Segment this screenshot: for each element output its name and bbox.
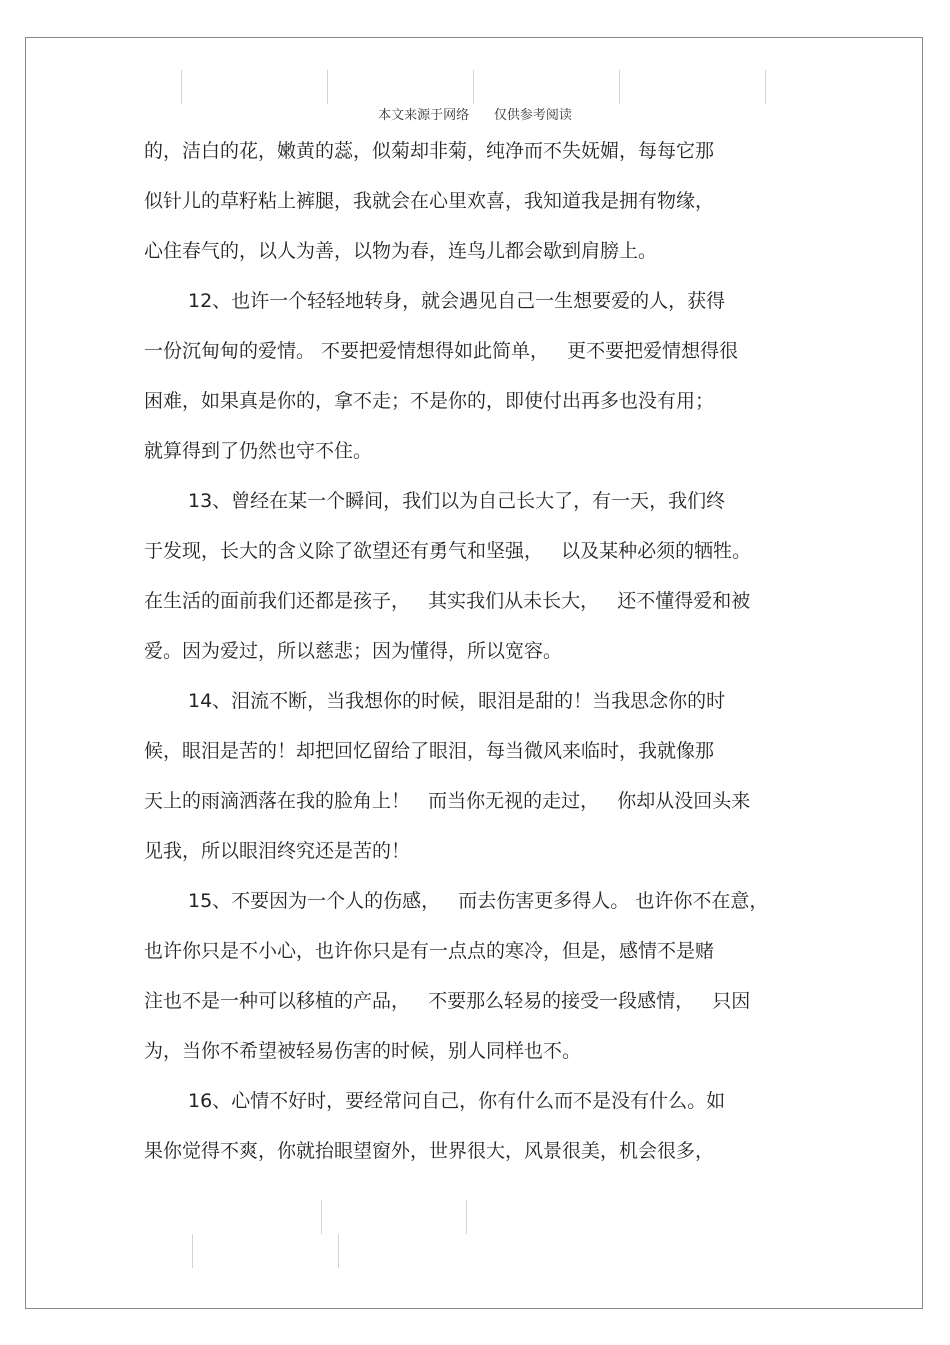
bottom-divider-4: [338, 1234, 339, 1268]
text-line: 于发现，长大的含义除了欲望还有勇气和坚强， 以及某种必须的牺牲。: [144, 540, 752, 562]
text-line: 在生活的面前我们还都是孩子， 其实我们从未长大， 还不懂得爱和被: [144, 590, 751, 612]
text-line: 为，当你不希望被轻易伤害的时候，别人同样也不。: [144, 1040, 582, 1062]
text-line: 13、曾经在某一个瞬间，我们以为自己长大了，有一天，我们终: [188, 490, 726, 512]
text-line: 15、不要因为一个人的伤感， 而去伤害更多得人。 也许你不在意，: [188, 890, 769, 912]
text-line: 似针儿的草籽粘上裤腿，我就会在心里欢喜，我知道我是拥有物缘，: [144, 190, 715, 212]
text-line: 天上的雨滴洒落在我的脸角上！ 而当你无视的走过， 你却从没回头来: [144, 790, 751, 812]
bottom-divider-1: [321, 1200, 322, 1234]
text-line: 16、心情不好时，要经常问自己，你有什么而不是没有什么。如: [188, 1090, 726, 1112]
text-line: 心住春气的，以人为善，以物为春，连鸟儿都会歇到肩膀上。: [144, 240, 658, 262]
text-line: 也许你只是不小心，也许你只是有一点点的寒冷，但是，感情不是赌: [144, 940, 715, 962]
document-body: [144, 126, 824, 1176]
top-divider-4: [619, 70, 620, 104]
text-line: 一份沉甸甸的爱情。 不要把爱情想得如此简单， 更不要把爱情想得很: [144, 340, 739, 362]
text-line: 的，洁白的花，嫩黄的蕊，似菊却非菊，纯净而不失妩媚，每每它那: [144, 140, 715, 162]
bottom-divider-3: [192, 1234, 193, 1268]
header-note: 本文来源于网络 仅供参考阅读: [378, 108, 572, 123]
text-line: 14、泪流不断，当我想你的时候，眼泪是甜的！当我思念你的时: [188, 690, 726, 712]
top-divider-5: [765, 70, 766, 104]
text-line: 注也不是一种可以移植的产品， 不要那么轻易的接受一段感情， 只因: [144, 990, 751, 1012]
top-divider-1: [181, 70, 182, 104]
text-line: 果你觉得不爽，你就抬眼望窗外，世界很大，风景很美，机会很多，: [144, 1140, 715, 1162]
text-line: 爱。因为爱过，所以慈悲；因为懂得，所以宽容。: [144, 640, 563, 662]
bottom-divider-2: [466, 1200, 467, 1234]
text-line: 困难，如果真是你的，拿不走；不是你的，即使付出再多也没有用；: [144, 390, 715, 412]
text-line: 12、也许一个轻轻地转身，就会遇见自己一生想要爱的人，获得: [188, 290, 726, 312]
top-divider-3: [473, 70, 474, 104]
text-line: 候，眼泪是苦的！却把回忆留给了眼泪，每当微风来临时，我就像那: [144, 740, 715, 762]
text-line: 就算得到了仍然也守不住。: [144, 440, 373, 462]
text-line: 见我，所以眼泪终究还是苦的！: [144, 840, 411, 862]
top-divider-2: [327, 70, 328, 104]
